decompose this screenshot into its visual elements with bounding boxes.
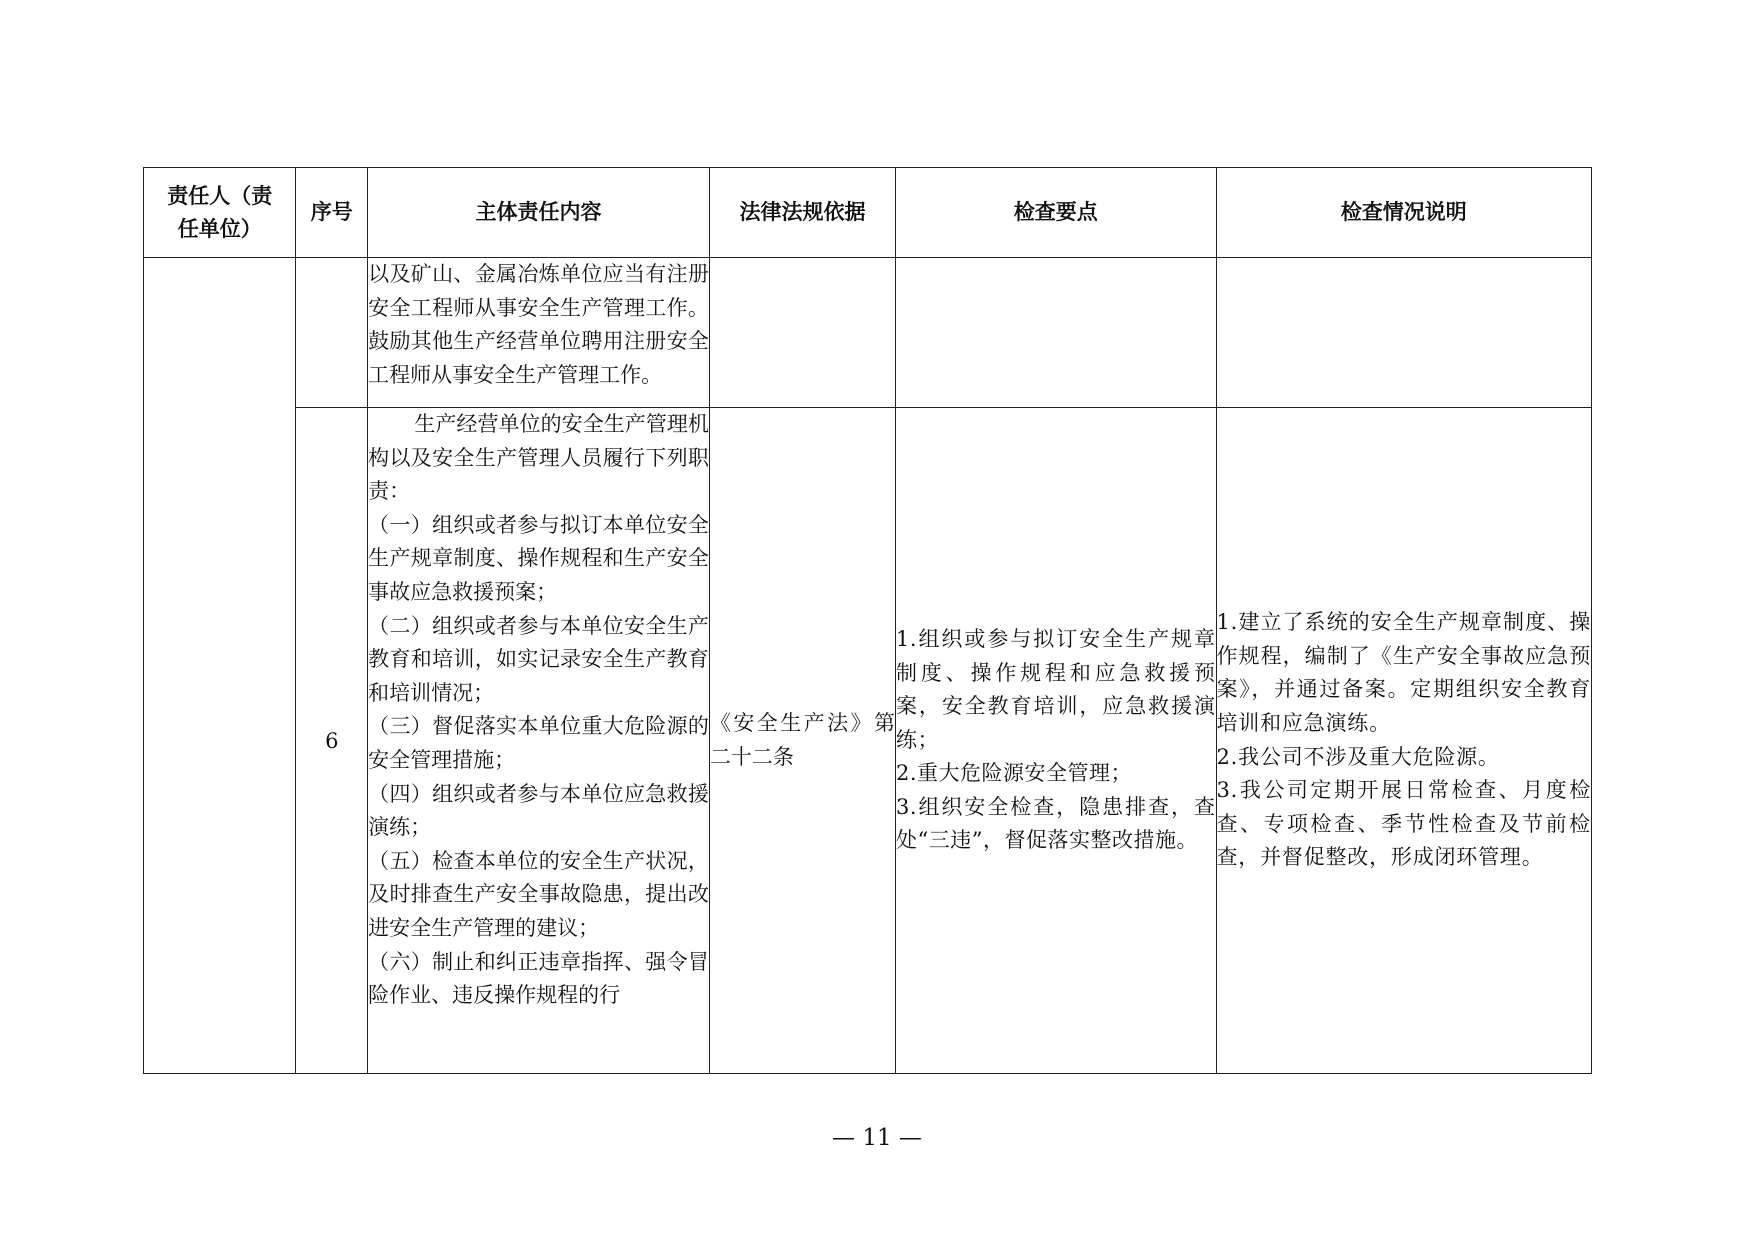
law-cell <box>709 258 895 408</box>
point-item: 2.重大危险源安全管理； <box>895 761 1133 786</box>
notes-cell <box>1216 258 1592 408</box>
point-item: 3.组织安全检查，隐患排查，查处“三违”，督促落实整改措施。 <box>895 794 1216 853</box>
header-content: 主体责任内容 <box>368 168 710 258</box>
content-cell <box>368 258 710 408</box>
content-text: 以及矿山、金属冶炼单位应当有注册安全工程师从事安全生产管理工作。鼓励其他生产经营单位聘用注册安全工程师从事安全生产管理工作。 <box>368 262 709 387</box>
header-row <box>144 168 1592 258</box>
content-item: （四）组织或者参与本单位应急救援演练； <box>368 781 709 840</box>
content-item: （三）督促落实本单位重大危险源的安全管理措施； <box>368 714 709 772</box>
law-cell <box>709 408 895 1074</box>
content-item: （二）组织或者参与本单位安全生产教育和培训，如实记录安全生产教育和培训情况； <box>368 613 709 705</box>
header-responsible: 责任人（责任单位） <box>144 168 296 258</box>
content-intro: 生产经营单位的安全生产管理机构以及安全生产管理人员履行下列职责： <box>368 412 709 504</box>
law-text: 《安全生产法》第二十二条 <box>709 710 895 769</box>
content-item: （六）制止和纠正违章指挥、强令冒险作业、违反操作规程的行 <box>368 949 709 1008</box>
notes-cell <box>1216 408 1592 1074</box>
header-points: 检查要点 <box>895 168 1216 258</box>
table-row <box>144 258 1592 408</box>
responsibility-table <box>143 167 1592 1074</box>
seq-cell <box>296 258 368 408</box>
table-row <box>144 408 1592 1074</box>
responsible-cell <box>144 258 296 1074</box>
content-item: （一）组织或者参与拟订本单位安全生产规章制度、操作规程和生产安全事故应急救援预案； <box>368 512 709 604</box>
points-cell <box>895 258 1216 408</box>
page-number: — 11 — <box>832 1125 922 1151</box>
header-law: 法律法规依据 <box>709 168 895 258</box>
points-cell <box>895 408 1216 1074</box>
content-cell <box>368 408 710 1074</box>
note-item: 2.我公司不涉及重大危险源。 <box>1216 744 1500 769</box>
point-item: 1.组织或参与拟订安全生产规章制度、操作规程和应急救援预案，安全教育培训，应急救援演练； <box>895 626 1216 752</box>
note-item: 1.建立了系统的安全生产规章制度、操作规程，编制了《生产安全事故应急预案》，并通过备案。定期组织安全教育培训和应急演练。 <box>1216 610 1591 735</box>
seq-cell: 6 <box>296 408 368 1074</box>
content-item: （五）检查本单位的安全生产状况，及时排查生产安全事故隐患，提出改进安全生产管理的建议； <box>368 848 709 940</box>
header-seq: 序号 <box>296 168 368 258</box>
note-item: 3.我公司定期开展日常检查、月度检查、专项检查、季节性检查及节前检查，并督促整改，形成闭环管理。 <box>1216 778 1591 870</box>
header-notes: 检查情况说明 <box>1216 168 1592 258</box>
